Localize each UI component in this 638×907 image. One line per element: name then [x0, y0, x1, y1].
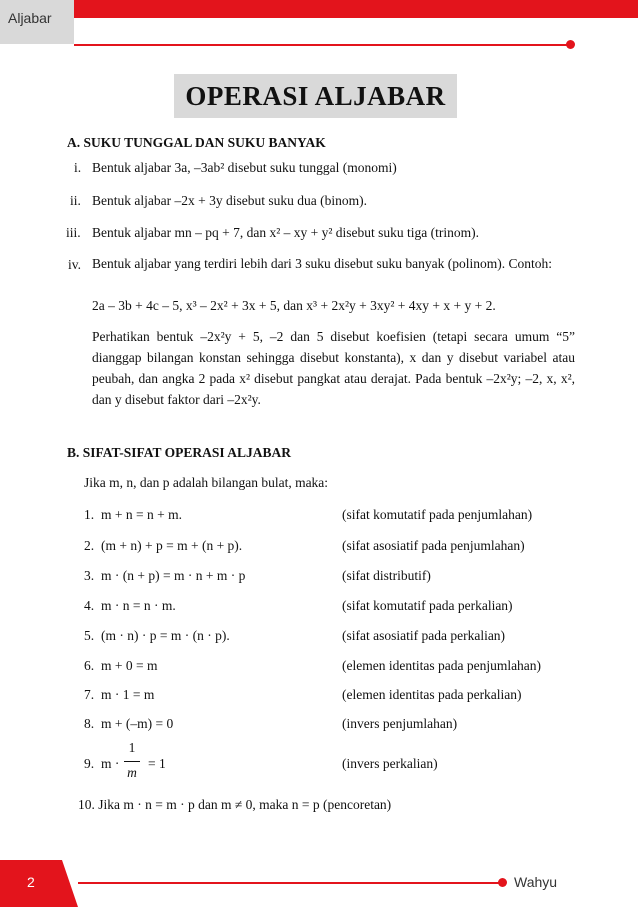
item-text: Bentuk aljabar –2x + 3y disebut suku dua (binom). [92, 193, 367, 208]
footer-rule-dot [498, 878, 507, 887]
note-paragraph: Perhatikan bentuk –2x²y + 5, –2 dan 5 disebut koefisien (tetapi secara umum “5” dianggap bilangan konstan sehingga disebut konstanta), x dan y disebut variabel atau peubah, dan angka 2 pada x² disebut pangkat atau derajat. Pada bentuk –2x²y; –2, x, x², dan y disebut faktor dari –2x²y. [92, 329, 575, 407]
rule-num: 6. [84, 658, 95, 673]
rule-expr: (m · n) · p = m · (n · p). [101, 628, 230, 643]
rule-expr: (m + n) + p = m + (n + p). [101, 538, 243, 553]
header-bar [74, 0, 638, 18]
header-rule-dot [566, 40, 575, 49]
item-text: Bentuk aljabar 3a, –3ab² disebut suku tunggal (monomi) [92, 160, 397, 175]
title-box [174, 74, 457, 118]
rule-num: 9. [84, 756, 95, 771]
rule-expr-rhs: = 1 [148, 756, 166, 771]
fraction-bar [124, 761, 140, 762]
fraction-numerator: 1 [128, 740, 136, 755]
item-num: iv. [68, 257, 81, 272]
section-b-heading: B. SIFAT-SIFAT OPERASI ALJABAR [67, 445, 292, 460]
rule-num: 7. [84, 687, 95, 702]
footer-page-tab [0, 860, 78, 907]
rule-expr: m + n = n + m. [101, 507, 182, 522]
rule-expr: m · 1 = m [101, 687, 155, 702]
rule-desc: (sifat distributif) [342, 568, 431, 583]
rule-10: 10. Jika m · n = m · p dan m ≠ 0, maka n = p (pencoretan) [78, 797, 392, 812]
rule-num: 5. [84, 628, 95, 643]
item-num: ii. [70, 193, 81, 208]
rule-desc: (elemen identitas pada penjumlahan) [342, 658, 542, 673]
rule-desc: (invers penjumlahan) [342, 716, 458, 731]
footer-rule [78, 882, 503, 884]
rule-num: 2. [84, 538, 95, 553]
intro-text: Jika m, n, dan p adalah bilangan bulat, maka: [84, 475, 329, 490]
fraction-denominator: m [127, 765, 137, 780]
rule-desc: (sifat asosiatif pada penjumlahan) [342, 538, 525, 553]
rule-expr-lhs: m · [101, 756, 120, 771]
section-a-heading: A. SUKU TUNGGAL DAN SUKU BANYAK [67, 135, 326, 150]
rule-num: 1. [84, 507, 95, 522]
rule-desc: (sifat komutatif pada penjumlahan) [342, 507, 533, 522]
header-tab [0, 0, 74, 44]
example-text: 2a – 3b + 4c – 5, x³ – 2x² + 3x + 5, dan x³ + 2x²y + 3xy² + 4xy + x + y + 2. [92, 298, 496, 313]
item-num: i. [74, 160, 82, 175]
rule-expr: m · (n + p) = m · n + m · p [101, 568, 246, 583]
item-text: Bentuk aljabar mn – pq + 7, dan x² – xy + y² disebut suku tiga (trinom). [92, 225, 480, 240]
page-title: OPERASI ALJABAR [185, 81, 446, 111]
rule-desc: (elemen identitas pada perkalian) [342, 687, 522, 702]
rule-expr: m + (–m) = 0 [101, 716, 174, 731]
item-text: Bentuk aljabar yang terdiri lebih dari 3 suku disebut suku banyak (polinom). Contoh: [92, 256, 553, 271]
item-num: iii. [66, 225, 81, 240]
rule-expr: m + 0 = m [101, 658, 158, 673]
rule-num: 8. [84, 716, 95, 731]
header-label: Aljabar [8, 10, 52, 26]
rule-desc: (sifat asosiatif pada perkalian) [342, 628, 506, 643]
page-number: 2 [27, 874, 35, 890]
header-rule [74, 44, 570, 46]
rule-num: 4. [84, 598, 95, 613]
rule-num: 3. [84, 568, 95, 583]
footer-author: Wahyu [514, 874, 558, 890]
rule-desc: (invers perkalian) [342, 756, 438, 771]
rule-desc: (sifat komutatif pada perkalian) [342, 598, 513, 613]
rule-expr: m · n = n · m. [101, 598, 176, 613]
